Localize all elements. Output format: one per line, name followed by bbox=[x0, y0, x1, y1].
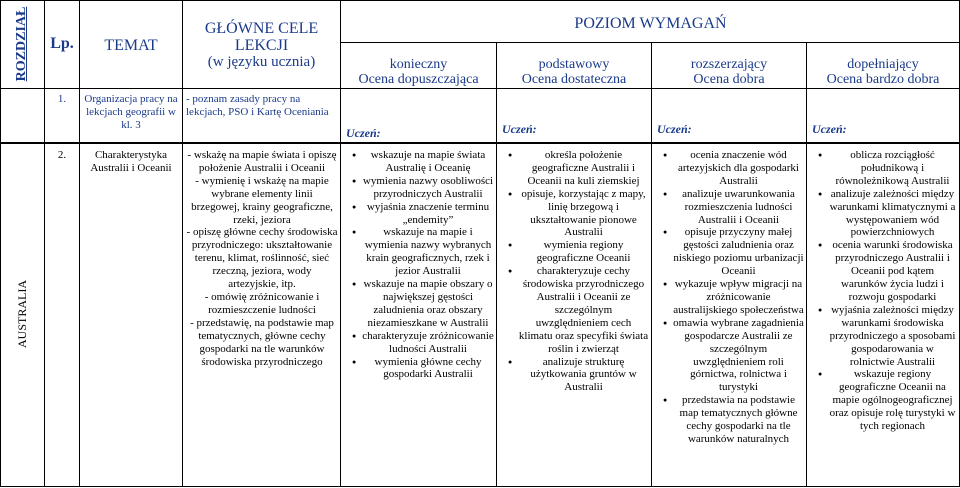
lp-header: Lp. bbox=[50, 35, 74, 52]
level-podstawowy-name: podstawowy bbox=[538, 57, 610, 72]
col-divider-5b bbox=[496, 143, 497, 487]
requirement-item: ● charakteryzuje cechy środowiska przyrodniczego Australii i Oceanii ze szczególnym uwzględnieniem cech klimatu oraz specyfiki świata roślin i zwierząt bbox=[518, 265, 649, 355]
rozszerzajacy-cell bbox=[662, 149, 804, 446]
level-podstawowy-grade: Ocena dostateczna bbox=[521, 72, 627, 87]
col-divider-2 bbox=[79, 0, 80, 487]
student-label-konieczny: Uczeń: bbox=[346, 126, 381, 140]
goals-header-sub: (w języku ucznia) bbox=[207, 54, 316, 70]
student-label-dopelniajacy: Uczeń: bbox=[812, 122, 847, 136]
dopelniajacy-cell bbox=[817, 149, 957, 433]
col-divider-3 bbox=[182, 0, 183, 487]
row2-lp: 2. bbox=[57, 149, 67, 161]
requirement-item: ● wskazuje na mapie świata Australię i Oceanię bbox=[362, 149, 494, 175]
requirement-item: ● ocenia warunki środowiska przyrodniczego Australii i Oceanii pod kątem warunków życia ludzi i rozwoju gospodarki bbox=[828, 239, 957, 304]
goal-item: - opiszę główne cechy środowiska przyrodniczego: ukształtowanie terenu, klimat, roślinność, sieć rzeczną, jeziora, wody artezyjskie, itp. bbox=[186, 226, 338, 291]
podstawowy-list bbox=[507, 149, 649, 394]
row1-topic: Organizacja pracy na lekcjach geografii w kl. 3 bbox=[84, 93, 178, 131]
requirement-item: ● wyjaśnia zależności między warunkami środowiska przyrodniczego a sposobami gospodarowania w rolnictwie Australii bbox=[828, 304, 957, 369]
level-rozszerzajacy bbox=[652, 57, 806, 87]
goal-item: - wskażę na mapie świata i opiszę położenie Australii i Oceanii bbox=[187, 149, 337, 174]
requirement-item: ● wymienia regiony geograficzne Oceanii bbox=[518, 239, 649, 265]
requirement-item: ● oblicza rozciągłość południkową i równoleżnikową Australii bbox=[828, 149, 957, 188]
goal-item: - wymienię i wskażę na mapie wybrane elementy linii brzegowej, krainy geograficzne, rzeki, jeziora bbox=[191, 174, 333, 226]
topic-header: TEMAT bbox=[104, 37, 158, 54]
requirement-item: ● opisuje, korzystając z mapy, linię brzegową i ukształtowanie pionowe Australii bbox=[518, 188, 649, 240]
student-label-rozszerzajacy: Uczeń: bbox=[657, 122, 692, 136]
requirement-item: ● charakteryzuje zróżnicowanie ludności Australii bbox=[362, 330, 494, 356]
header-divider bbox=[0, 88, 960, 89]
goals-header-title: GŁÓWNE CELE LEKCJI bbox=[204, 20, 319, 54]
requirement-item: ● omawia wybrane zagadnienia gospodarcze Australii ze szczególnym uwzględnieniem roli górnictwa, rolnictwa i turystyki bbox=[673, 317, 804, 394]
requirement-item: ● wykazuje wpływ migracji na zróżnicowanie australijskiego społeczeństwa bbox=[673, 278, 804, 317]
row1-goals: - poznam zasady pracy na lekcjach, PSO i Kartę Oceniania bbox=[186, 93, 329, 118]
podstawowy-cell bbox=[507, 149, 649, 394]
border-left bbox=[0, 0, 1, 487]
requirement-item: ● analizuje zależności między warunkami klimatycznymi a występowaniem wód powierzchniowych bbox=[828, 188, 957, 240]
goal-item: - przedstawię, na podstawie map tematycznych, główne cechy gospodarki na tle warunków środowiska przyrodniczego bbox=[190, 316, 334, 368]
dopelniajacy-list bbox=[817, 149, 957, 433]
level-podstawowy bbox=[497, 57, 651, 87]
requirement-item: ● wymienia nazwy osobliwości przyrodniczych Australii bbox=[362, 175, 494, 201]
requirements-header: POZIOM WYMAGAŃ bbox=[574, 15, 727, 32]
requirement-item: ● wskazuje na mapie i wymienia nazwy wybranych krain geograficznych, rzek i jezior Australii bbox=[362, 226, 494, 278]
level-rozszerzajacy-grade: Ocena dobra bbox=[693, 72, 765, 87]
requirement-item: ● wskazuje na mapie obszary o największej gęstości zaludnienia oraz obszary niezamieszkane w Australii bbox=[362, 278, 494, 330]
level-konieczny-grade: Ocena dopuszczająca bbox=[358, 72, 479, 87]
konieczny-cell bbox=[351, 149, 494, 381]
level-dopelniajacy-grade: Ocena bardzo dobra bbox=[826, 72, 940, 87]
section-header: ROZDZIAŁ bbox=[14, 6, 29, 82]
rozszerzajacy-list bbox=[662, 149, 804, 446]
row2-topic: Charakterystyka Australii i Oceanii bbox=[90, 149, 172, 174]
section-australia: AUSTRALIA bbox=[15, 280, 29, 348]
requirement-item: ● przedstawia na podstawie map tematycznych główne cechy gospodarki na tle warunków naturalnych bbox=[673, 394, 804, 446]
level-dopelniajacy-name: dopełniający bbox=[847, 57, 919, 72]
level-rozszerzajacy-name: rozszerzający bbox=[690, 57, 768, 72]
konieczny-list bbox=[351, 149, 494, 381]
col-divider-1 bbox=[44, 0, 45, 487]
col-divider-7b bbox=[806, 143, 807, 487]
requirement-item: ● wyjaśnia znaczenie terminu „endemity” bbox=[362, 201, 494, 227]
requirements-title-divider bbox=[340, 42, 960, 43]
goal-item: - omówię zróżnicowanie i rozmieszczenie ludności bbox=[204, 290, 320, 316]
requirement-item: ● ocenia znaczenie wód artezyjskich dla gospodarki Australii bbox=[673, 149, 804, 188]
requirement-item: ● opisuje przyczyny małej gęstości zaludnienia oraz niskiego poziomu urbanizacji Oceanii bbox=[673, 226, 804, 278]
level-dopelniajacy bbox=[807, 57, 959, 87]
student-label-podstawowy: Uczeń: bbox=[502, 122, 537, 136]
row1-bottom-border bbox=[0, 142, 960, 144]
goals-header bbox=[183, 20, 340, 71]
requirement-item: ● analizuje strukturę użytkowania gruntów w Australii bbox=[518, 356, 649, 395]
requirement-item: ● określa położenie geograficzne Australii i Oceanii na kuli ziemskiej bbox=[518, 149, 649, 188]
table-top-border bbox=[0, 0, 960, 1]
table-bottom-border bbox=[0, 486, 960, 487]
row2-goals bbox=[186, 149, 338, 368]
level-konieczny-name: konieczny bbox=[389, 57, 448, 72]
requirement-item: ● wymienia główne cechy gospodarki Australii bbox=[362, 356, 494, 382]
col-divider-6b bbox=[651, 143, 652, 487]
requirement-item: ● wskazuje regiony geograficzne Oceanii na mapie ogólnogeograficznej oraz opisuje rolę turystyki w tych regionach bbox=[828, 368, 957, 433]
level-konieczny bbox=[341, 57, 496, 87]
row1-lp: 1. bbox=[57, 93, 67, 105]
requirement-item: ● analizuje uwarunkowania rozmieszczenia ludności Australii i Oceanii bbox=[673, 188, 804, 227]
